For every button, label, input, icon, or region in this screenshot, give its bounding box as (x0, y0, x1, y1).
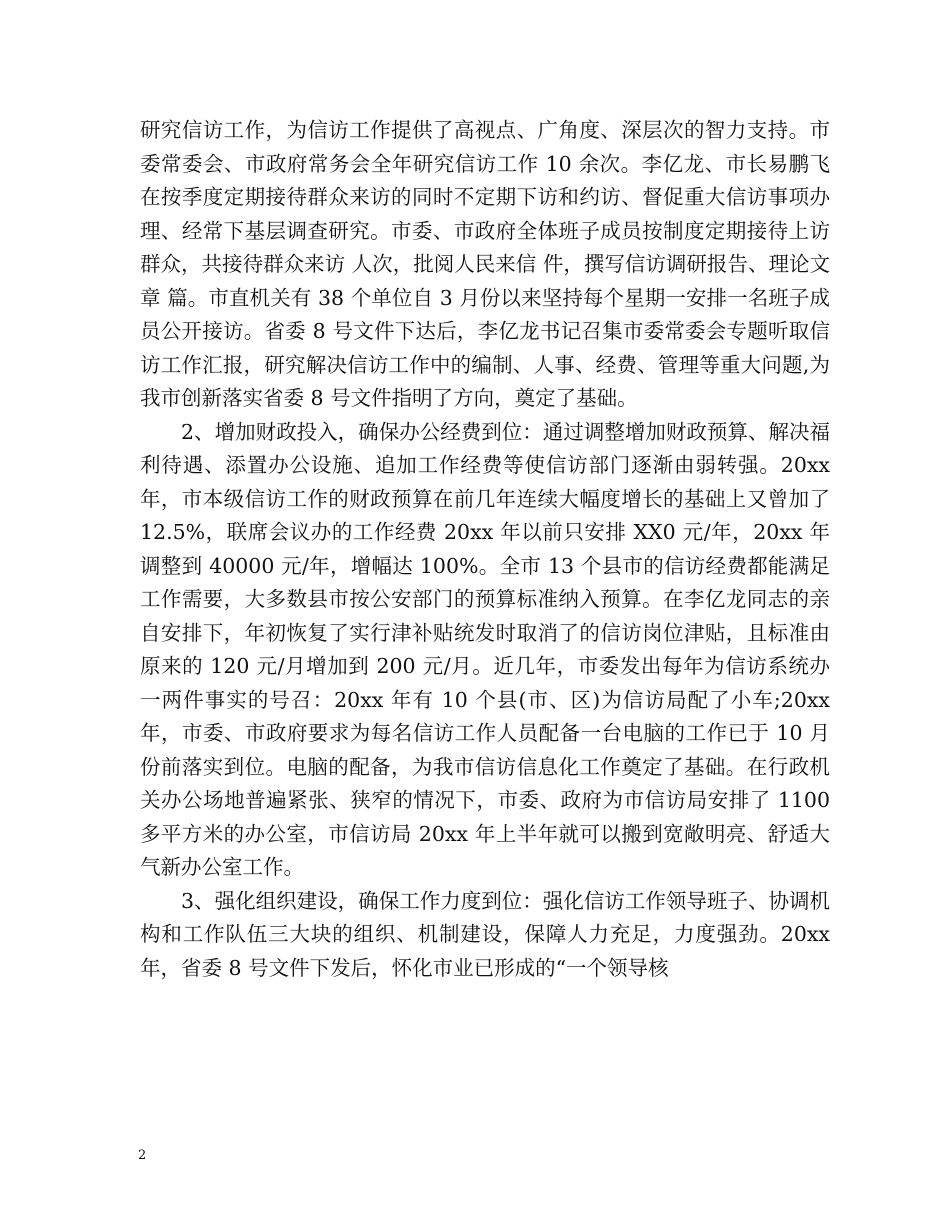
paragraph-continuation: 研究信访工作，为信访工作提供了高视点、广角度、深层次的智力支持。市委常委会、市政府常务会全年研究信访工作 10 余次。李亿龙、市长易鹏飞在按季度定期接待群众来访的同时不定期下访和约访、督促重大信访事项办理、经常下基层调查研究。市委、市政府全体班子成员按制度定期接待上访群众，共接待群众来访 人次，批阅人民来信 件，撰写信访调研报告、理论文章 篇。市直机关有 38 个单位自 3 月份以来坚持每个星期一安排一名班子成员公开接访。省委 8 号文件下达后，李亿龙书记召集市委常委会专题听取信访工作汇报，研究解决信访工作中的编制、人事、经费、管理等重大问题,为我市创新落实省委 8 号文件指明了方向，奠定了基础。 (140, 118, 830, 410)
document-body (140, 114, 837, 985)
page-number: 2 (138, 1148, 147, 1163)
paragraph-organization-building: 3、强化组织建设，确保工作力度到位：强化信访工作领导班子、协调机构和工作队伍三大块的组织、机制建设，保障人力充足，力度强劲。20xx 年，省委 8 号文件下发后，怀化市业已形成的“一个领导核 (140, 888, 837, 980)
paragraph-finance-investment: 2、增加财政投入，确保办公经费到位：通过调整增加财政预算、解决福利待遇、添置办公设施、追加工作经费等使信访部门逐渐由弱转强。20xx 年，市本级信访工作的财政预算在前几年连续大幅度增长的基础上又曾加了 12.5%，联席会议办的工作经费 20xx 年以前只安排 XX0 元/年，20xx 年调整到 40000 元/年，增幅达 100%。全市 13 个县市的信访经费都能满足工作需要，大多数县市按公安部门的预算标准纳入预算。在李亿龙同志的亲自安排下，年初恢复了实行津补贴统发时取消了的信访岗位津贴，且标准由原来的 120 元/月增加到 200 元/月。近几年，市委发出每年为信访系统办一两件事实的号召：20xx 年有 10 个县(市、区)为信访局配了小车;20xx 年，市委、市政府要求为每名信访工作人员配备一台电脑的工作已于 10 月份前落实到位。电脑的配备，为我市信访信息化工作奠定了基础。在行政机关办公场地普遍紧张、狭窄的情况下，市委、政府为市信访局安排了 1100 多平方米的办公室，市信访局 20xx 年上半年就可以搬到宽敞明亮、舒适大气新办公室工作。 (140, 419, 837, 879)
